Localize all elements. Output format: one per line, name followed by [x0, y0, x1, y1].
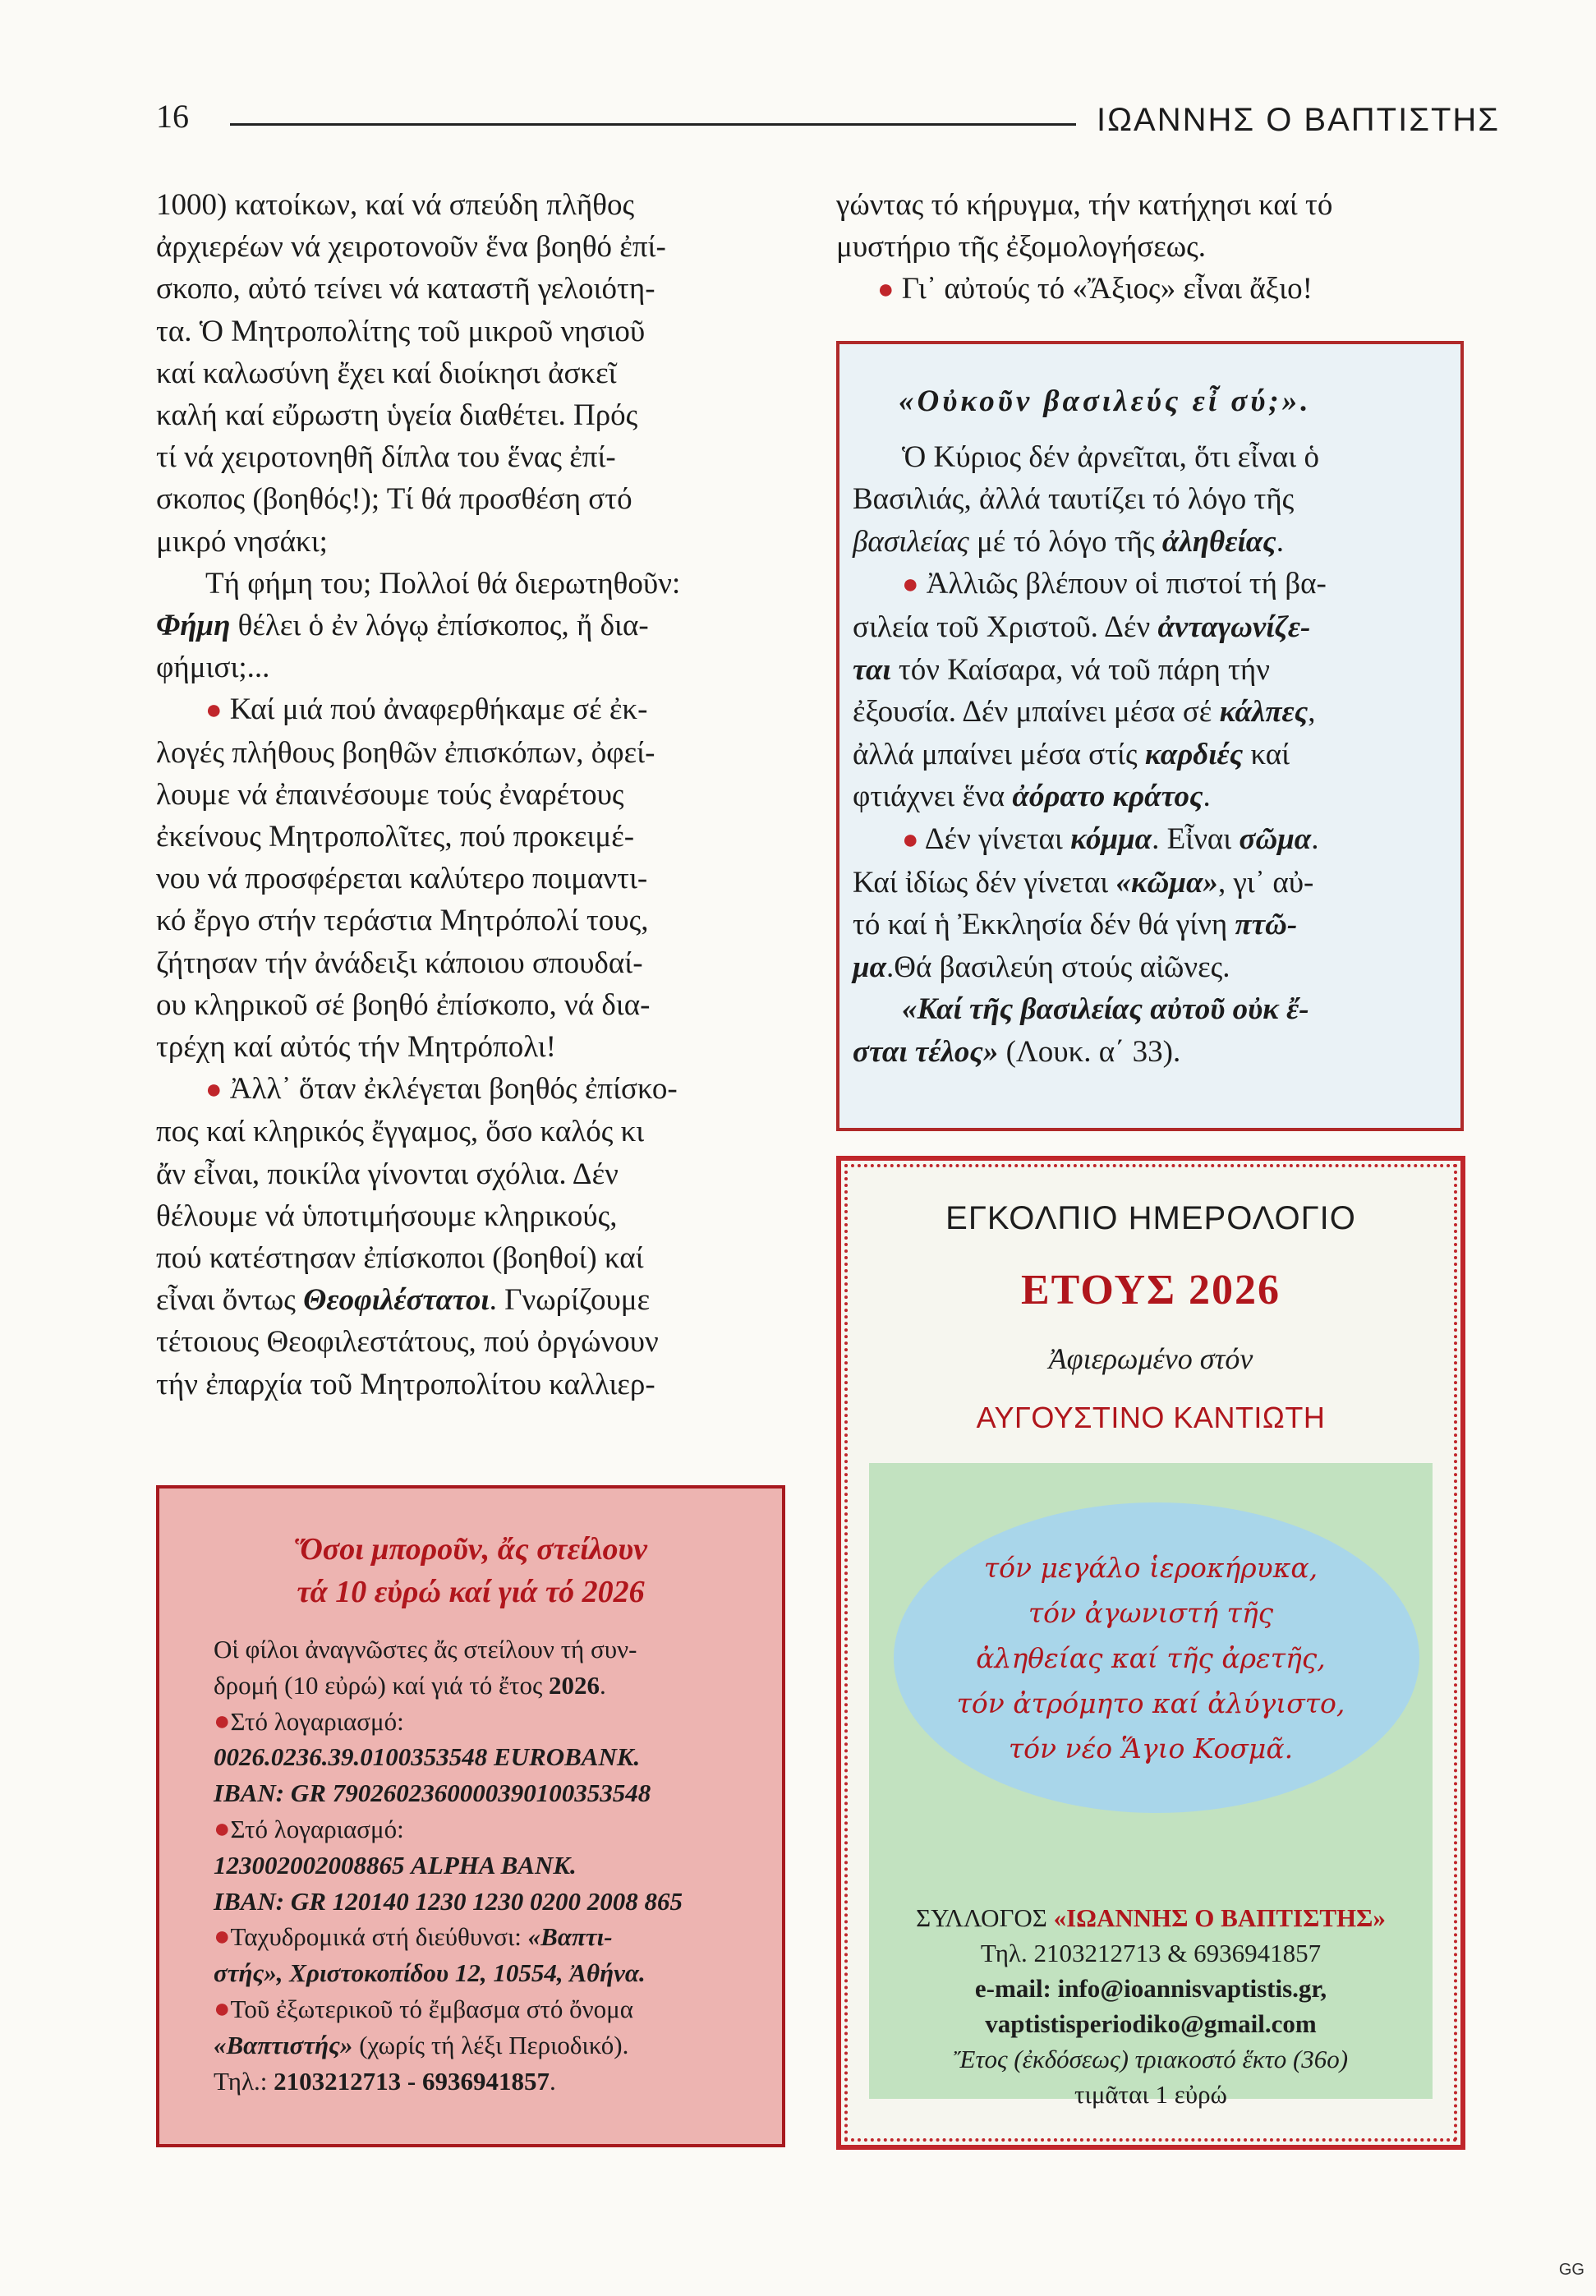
bullet-icon: ●	[205, 1074, 223, 1106]
calendar-edition: Ἔτος (ἐκδόσεως) τριακοστό ἕκτο (36ο)	[953, 2045, 1349, 2073]
calendar-title: ΕΓΚΟΛΠΙΟ ΗΜΕΡΟΛΟΓΙΟ	[945, 1200, 1356, 1236]
calendar-price: τιμᾶται 1 εὐρώ	[1074, 2080, 1227, 2109]
paragraph-1: 1000) κατοίκων, καί νά σπεύδη πλῆθος ἀρχιερέων νά χειροτονοῦν ἕνα βοηθό ἐπί- σκοπο, αὐτό τείνει νά καταστῆ γελοιότη- τα. Ὁ Μητροπολίτης τοῦ μικροῦ νησιοῦ καί καλωσύνη ἔχει καί διοίκησι ἀσκεῖ καλή καί εὔρωστη ὑγεία διαθέτει. Πρός τί νά χειροτονηθῆ δίπλα του ἕνας ἐπί- σκοπος (βοηθός!); Τί θά προσθέση στό μικρό νησάκι;	[156, 188, 666, 559]
header-rule	[230, 123, 1076, 126]
calendar-green-panel	[869, 1463, 1433, 2109]
paragraph-4: ● Ἀλλ᾽ ὅταν ἐκλέγεται βοηθός ἐπίσκο- πος καί κληρικός ἔγγαμος, ὅσο καλός κι ἄν εἶναι, ποικίλα γίνονται σχόλια. Δέν θέλουμε νά ὑποτιμήσουμε κληρικούς, πού κατέστησαν ἐπίσκοποι (βοηθοί) καί εἶναι ὄντως Θεοφιλέστατοι. Γνωρίζουμε τέτοιους Θεοφιλεστάτους, πού ὀργώνουν τήν ἐπαρχία τοῦ Μητροπολίτου καλλιερ-	[156, 1072, 678, 1401]
left-column	[156, 184, 789, 1406]
publication-title: ΙΩΑΝΝΗΣ Ο ΒΑΠΤΙΣΤΗΣ	[1097, 102, 1500, 138]
bullet-icon: ●	[205, 695, 223, 726]
postal-address: στής», Χριστοκοπίδου 12, 10554, Ἀθήνα.	[214, 1958, 646, 1988]
calendar-email: e-mail: info@ioannisvaptistis.gr,	[974, 1974, 1327, 2003]
bullet-icon: ●	[214, 1993, 231, 2024]
bullet-icon: ●	[902, 569, 919, 600]
calendar-honoree: ΑΥΓΟΥΣΤΙΝΟ ΚΑΝΤΙΩΤΗ	[976, 1401, 1326, 1434]
calendar-email-2: vaptistisperiodiko@gmail.com	[985, 2009, 1317, 2038]
corner-mark: GG	[1558, 2261, 1585, 2279]
eurobank-account: 0026.0236.39.0100353548 EUROBANK.	[214, 1742, 641, 1772]
subscription-body: Οἱ φίλοι ἀναγνῶστες ἄς στείλουν τή συν- δρομή (10 εὐρώ) καί γιά τό ἔτος 2026. ●Στό λογαριασμό: 0026.0236.39.0100353548 EUROBANK. IBAN: GR 7902602360000390100353548 ●Στό λογαριασμό: 123002002008865 ALPHA BANK. IBAN: GR 120140 1230 1230 0200 2008 865 ●Ταχυδρομικά στή διεύθυνσι: «Βαπτι- στής», Χριστοκοπίδου 12, 10554, Ἀθήνα. ●Τοῦ ἐξωτερικοῦ τό ἔμβασμα στό ὄνομα «Βαπτιστής» (χωρίς τή λέξι Περιοδικό). Τηλ.: 2103212713 - 6936941857.	[214, 1635, 683, 2096]
calendar-contact-info: ΣΥΛΛΟΓΟΣ «ΙΩΑΝΝΗΣ Ο ΒΑΠΤΙΣΤΗΣ» Τηλ. 2103212713 & 6936941857 e-mail: info@ioannisvaptistis.gr, vaptistisperiodiko@gmail.com Ἔτος (ἐκδόσεως) τριακοστό ἕκτο (36ο) τιμᾶται 1 εὐρώ	[869, 1900, 1433, 2112]
quote-paragraph-2: ● Ἀλλιῶς βλέπουν οἱ πιστοί τή βα- σιλεία τοῦ Χριστοῦ. Δέν ἀνταγωνίζε- ται τόν Καίσαρα, νά τοῦ πάρη τήν ἐξουσία. Δέν μπαίνει μέσα σέ κάλπες, ἀλλά μπαίνει μέσα στίς καρδιές καί φτιάχνει ἕνα ἀόρατο κράτος.	[853, 567, 1327, 814]
bullet-icon: ●	[214, 1705, 231, 1737]
paragraph-3: ● Καί μιά πού ἀναφερθήκαμε σέ ἐκ- λογές πλήθους βοηθῶν ἐπισκόπων, ὀφεί- λουμε νά ἐπαινέσουμε τούς ἐναρέτους ἐκείνους Μητροπολῖτες, πού προκειμέ- νου νά προσφέρεται καλύτερο ποιμαντι- κό ἔργο στήν τεράστια Μητρόπολί τους, ζήτησαν τήν ἀνάδειξι κάποιου σπουδαί- ου κληρικοῦ σέ βοηθό ἐπίσκοπο, νά δια- τρέχη καί αὐτός τήν Μητρόπολι!	[156, 692, 655, 1065]
eurobank-iban: IBAN: GR 7902602360000390100353548	[214, 1778, 651, 1808]
bullet-icon: ●	[214, 1813, 231, 1844]
bullet-icon: ●	[214, 1921, 231, 1953]
calendar-poem: τόν μεγάλο ἱεροκήρυκα, τόν ἀγωνιστή τῆς ἀληθείας καί τῆς ἀρετῆς, τόν ἀτρόμητο καί ἀλύγιστο, τόν νέο Ἅγιο Κοσμᾶ.	[956, 1552, 1345, 1765]
calendar-phone: Τηλ. 2103212713 & 6936941857	[980, 1939, 1322, 1967]
calendar-ad-box	[836, 1156, 1465, 2150]
quote-paragraph-4: «Καί τῆς βασιλείας αὐτοῦ οὐκ ἔ- σται τέλος» (Λουκ. α΄ 33).	[853, 992, 1309, 1069]
paragraph-2: Τή φήμη του; Πολλοί θά διερωτηθοῦν: Φήμη θέλει ὁ ἐν λόγῳ ἐπίσκοπος, ἤ δια- φήμισι;...	[156, 566, 681, 685]
subscription-box	[156, 1485, 785, 2147]
page-number: 16	[156, 98, 189, 135]
subscription-title: Ὅσοι μποροῦν, ἄς στείλουν τά 10 εὐρώ καί γιά τό 2026	[293, 1532, 648, 1609]
quote-paragraph-3: ● Δέν γίνεται κόμμα. Εἶναι σῶμα. Καί ἰδίως δέν γίνεται «κῶμα», γι᾽ αὐ- τό καί ἡ Ἐκκλησία δέν θά γίνη πτῶ- μα.Θά βασιλεύη στούς αἰῶνες.	[853, 821, 1319, 984]
alphabank-account: 123002002008865 ALPHA BANK.	[214, 1850, 577, 1880]
calendar-year: ΕΤΟΥΣ 2026	[1020, 1267, 1281, 1314]
telephone-numbers: 2103212713 - 6936941857	[274, 2066, 550, 2096]
quote-box	[836, 341, 1464, 1131]
quote-paragraph-1: Ὁ Κύριος δέν ἀρνεῖται, ὅτι εἶναι ὁ Βασιλιάς, ἀλλά ταυτίζει τό λόγο τῆς βασιλείας μέ τό λόγο τῆς ἀληθείας.	[853, 439, 1319, 559]
calendar-header	[841, 1161, 1460, 1463]
calendar-dedication: Ἀφιερωμένο στόν	[1048, 1342, 1253, 1375]
continuation-paragraph: γώντας τό κήρυγμα, τήν κατήχησι καί τό μυστήριο τῆς ἐξομολογήσεως. ● Γι᾽ αὐτούς τό «Ἄξιος» εἶναι ἄξιο!	[836, 188, 1333, 306]
right-column-top	[836, 184, 1469, 311]
bullet-icon: ●	[877, 274, 895, 306]
quote-title: «Οὐκοῦν βασιλεύς εἶ σύ;».	[899, 384, 1312, 418]
bullet-icon: ●	[902, 824, 919, 855]
alphabank-iban: IBAN: GR 120140 1230 1230 0200 2008 865	[214, 1886, 683, 1916]
